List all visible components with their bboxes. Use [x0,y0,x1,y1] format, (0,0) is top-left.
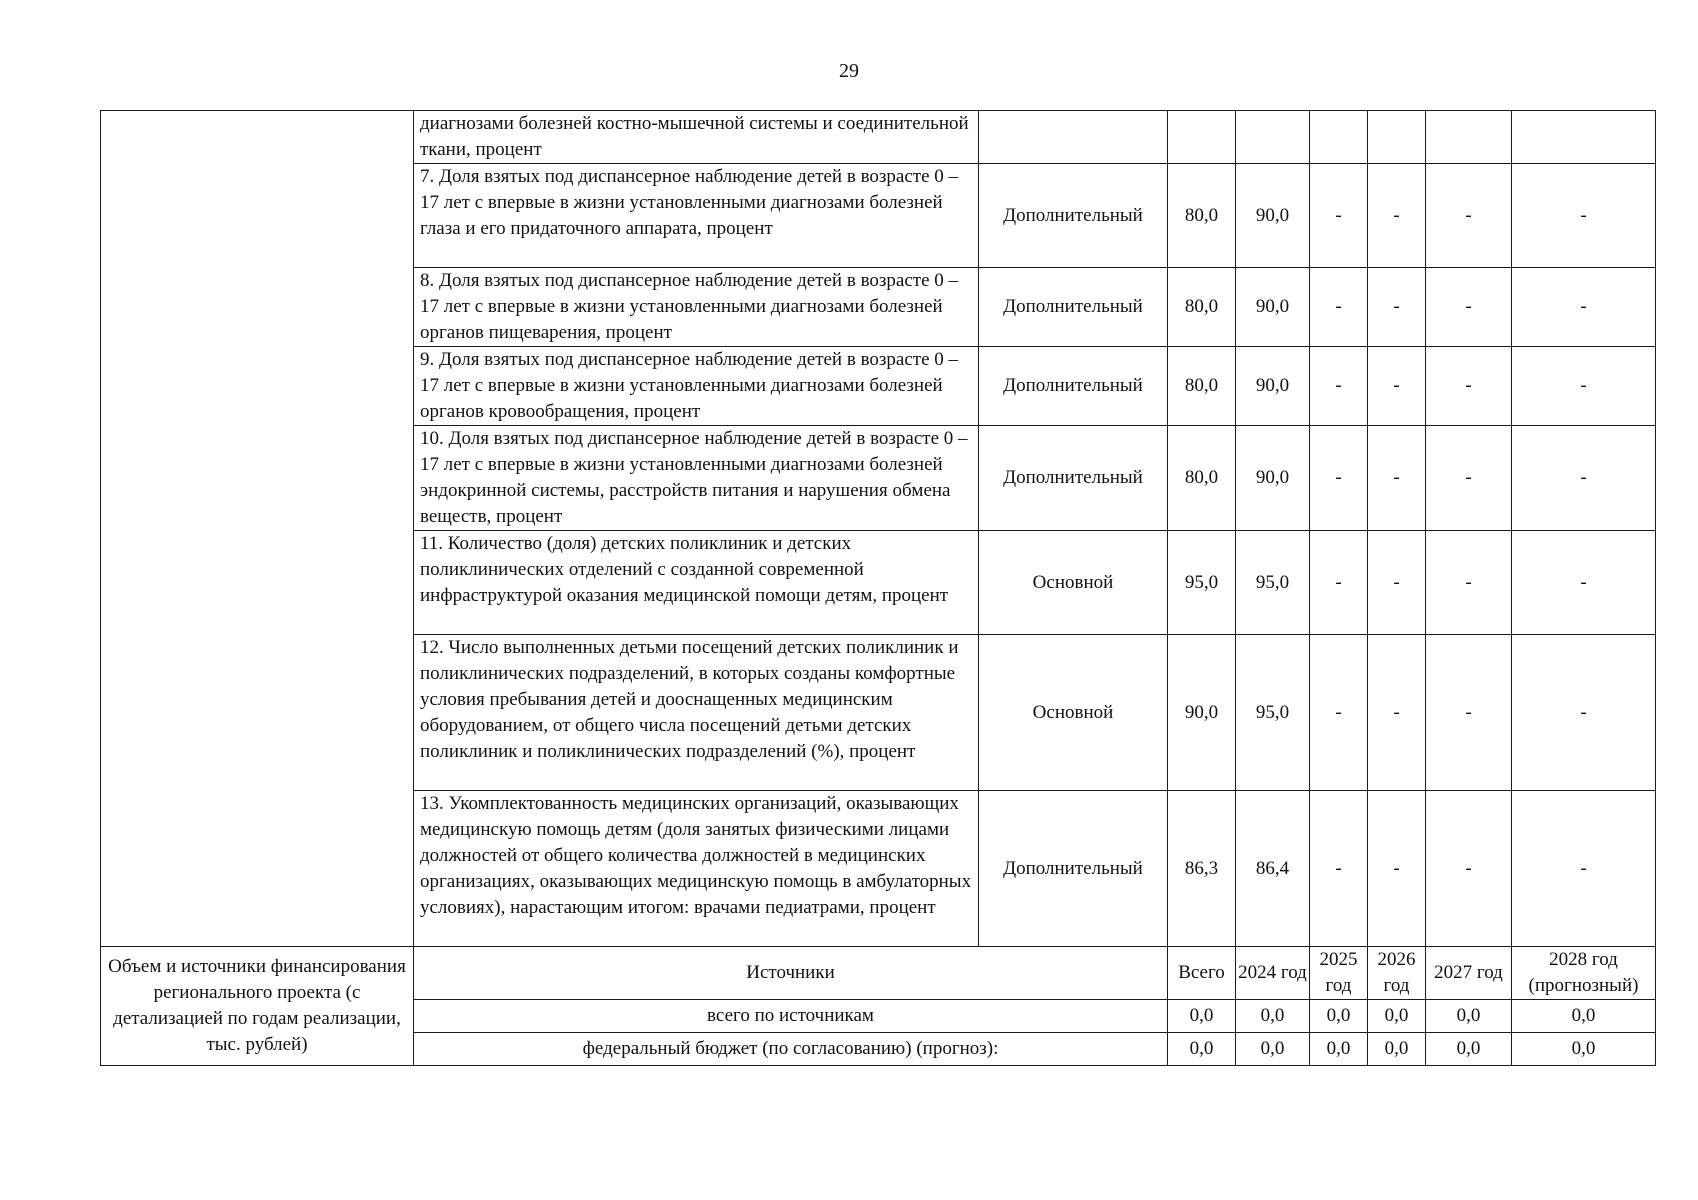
indicator-text: 9. Доля взятых под диспансерное наблюдение детей в возрасте 0 – 17 лет с впервые в жизни установленными диагнозами болезней органов кровообращения, процент [414,347,979,426]
financing-2024: 0,0 [1236,1000,1310,1033]
indicator-value-2027: - [1426,268,1512,347]
indicator-value-2028: - [1512,531,1656,635]
indicator-value-2025: - [1310,531,1368,635]
indicator-value-2025: - [1310,268,1368,347]
indicator-text: 8. Доля взятых под диспансерное наблюдение детей в возрасте 0 – 17 лет с впервые в жизни установленными диагнозами болезней органов пищеварения, процент [414,268,979,347]
financing-header-row [101,947,1656,1000]
indicator-type [979,111,1168,164]
financing-2024: 0,0 [1236,1033,1310,1066]
indicator-value-2028: - [1512,347,1656,426]
indicator-type: Дополнительный [979,791,1168,947]
indicator-value-2024: 90,0 [1236,347,1310,426]
indicator-value-2024: 95,0 [1236,531,1310,635]
indicator-row [101,111,1656,164]
page-number: 29 [839,60,859,82]
financing-2028-header: 2028 год (прогнозный) [1512,947,1656,1000]
indicator-base-value: 80,0 [1168,426,1236,531]
indicator-type: Основной [979,531,1168,635]
financing-2027-header: 2027 год [1426,947,1512,1000]
indicator-value-2026: - [1368,791,1426,947]
indicator-type: Основной [979,635,1168,791]
indicator-value-2024 [1236,111,1310,164]
indicator-value-2028: - [1512,791,1656,947]
indicator-value-2024: 90,0 [1236,268,1310,347]
indicator-text: 10. Доля взятых под диспансерное наблюдение детей в возрасте 0 – 17 лет с впервые в жизни установленными диагнозами болезней эндокринной системы, расстройств питания и нарушения обмена веществ, процент [414,426,979,531]
financing-2028: 0,0 [1512,1000,1656,1033]
indicator-value-2026: - [1368,426,1426,531]
indicator-value-2027 [1426,111,1512,164]
indicator-value-2027: - [1426,347,1512,426]
indicator-value-2025: - [1310,164,1368,268]
indicators-table [100,110,1656,1066]
indicator-base-value: 95,0 [1168,531,1236,635]
indicator-base-value: 80,0 [1168,268,1236,347]
financing-2025: 0,0 [1310,1033,1368,1066]
financing-2025: 0,0 [1310,1000,1368,1033]
financing-total-header: Всего [1168,947,1236,1000]
indicator-base-value: 80,0 [1168,347,1236,426]
financing-2026-header: 2026 год [1368,947,1426,1000]
indicator-value-2028: - [1512,268,1656,347]
indicator-value-2028 [1512,111,1656,164]
indicator-value-2027: - [1426,164,1512,268]
financing-2026: 0,0 [1368,1000,1426,1033]
financing-2027: 0,0 [1426,1033,1512,1066]
indicator-value-2026: - [1368,164,1426,268]
indicator-value-2025: - [1310,791,1368,947]
indicator-text: 13. Укомплектованность медицинских организаций, оказывающих медицинскую помощь детям (доля занятых физическими лицами должностей от общего количества должностей в медицинских организациях, оказывающих медицинскую помощь в амбулаторных условиях), нарастающим итогом: врачами педиатрами, процент [414,791,979,947]
financing-total: 0,0 [1168,1033,1236,1066]
financing-2028: 0,0 [1512,1033,1656,1066]
indicator-value-2024: 86,4 [1236,791,1310,947]
indicator-value-2026 [1368,111,1426,164]
indicator-text: 7. Доля взятых под диспансерное наблюдение детей в возрасте 0 – 17 лет с впервые в жизни установленными диагнозами болезней глаза и его придаточного аппарата, процент [414,164,979,268]
indicator-value-2027: - [1426,531,1512,635]
financing-label: Объем и источники финансирования регионального проекта (с детализацией по годам реализации, тыс. рублей) [101,947,414,1066]
financing-2027: 0,0 [1426,1000,1512,1033]
indicator-value-2024: 95,0 [1236,635,1310,791]
indicator-value-2025: - [1310,635,1368,791]
indicator-value-2027: - [1426,426,1512,531]
financing-total: 0,0 [1168,1000,1236,1033]
financing-source: всего по источникам [414,1000,1168,1033]
indicator-text: диагнозами болезней костно-мышечной системы и соединительной ткани, процент [414,111,979,164]
indicator-type: Дополнительный [979,347,1168,426]
indicator-type: Дополнительный [979,268,1168,347]
indicator-value-2025: - [1310,347,1368,426]
indicator-value-2025: - [1310,426,1368,531]
financing-2024-header: 2024 год [1236,947,1310,1000]
financing-sources-header: Источники [414,947,1168,1000]
indicator-value-2027: - [1426,791,1512,947]
indicator-value-2024: 90,0 [1236,164,1310,268]
indicator-value-2028: - [1512,635,1656,791]
financing-2025-header: 2025 год [1310,947,1368,1000]
left-empty-cell [101,111,414,947]
indicator-value-2024: 90,0 [1236,426,1310,531]
indicator-value-2028: - [1512,426,1656,531]
indicator-value-2026: - [1368,635,1426,791]
indicator-base-value: 80,0 [1168,164,1236,268]
indicator-value-2027: - [1426,635,1512,791]
indicator-type: Дополнительный [979,426,1168,531]
indicator-base-value: 86,3 [1168,791,1236,947]
financing-source: федеральный бюджет (по согласованию) (прогноз): [414,1033,1168,1066]
indicator-value-2026: - [1368,531,1426,635]
indicator-value-2028: - [1512,164,1656,268]
indicator-base-value [1168,111,1236,164]
indicator-value-2026: - [1368,347,1426,426]
indicator-text: 12. Число выполненных детьми посещений детских поликлиник и поликлинических подразделений, в которых созданы комфортные условия пребывания детей и дооснащенных медицинским оборудованием, от общего числа посещений детьми детских поликлиник и поликлинических подразделений (%), процент [414,635,979,791]
indicator-base-value: 90,0 [1168,635,1236,791]
indicator-type: Дополнительный [979,164,1168,268]
indicator-value-2025 [1310,111,1368,164]
indicator-value-2026: - [1368,268,1426,347]
financing-2026: 0,0 [1368,1033,1426,1066]
indicator-text: 11. Количество (доля) детских поликлиник и детских поликлинических отделений с созданной современной инфраструктурой оказания медицинской помощи детям, процент [414,531,979,635]
